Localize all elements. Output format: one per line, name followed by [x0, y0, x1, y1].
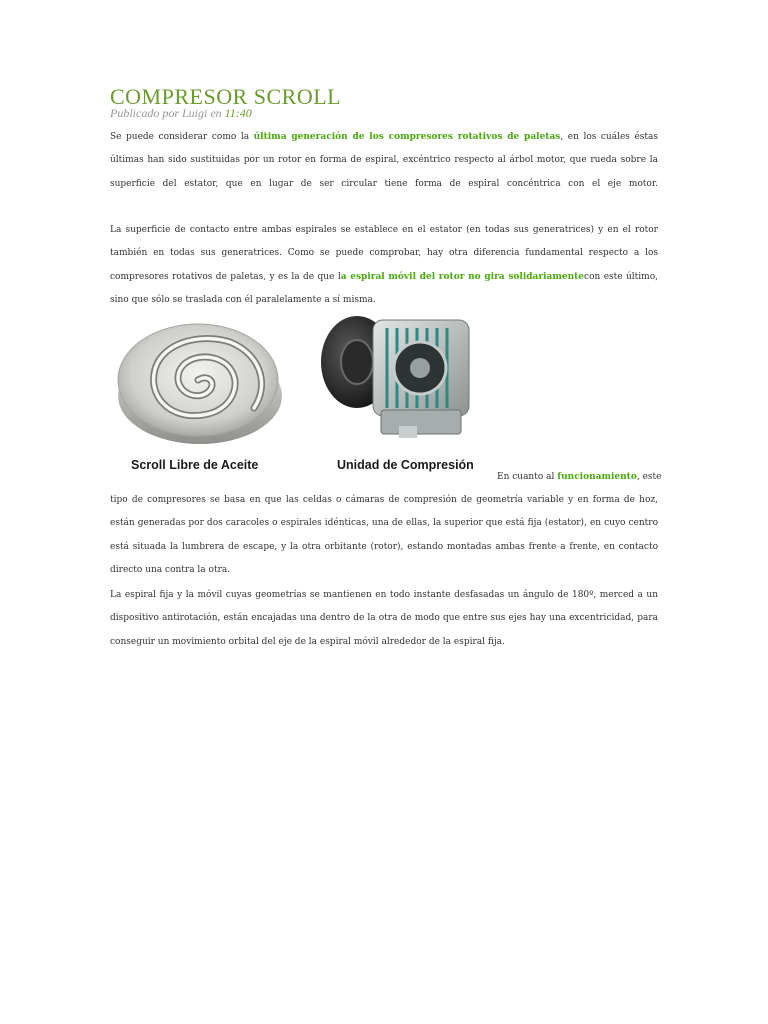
post-title[interactable]: COMPRESOR SCROLL	[110, 84, 342, 109]
unit-caption: Unidad de Compresión	[337, 458, 474, 472]
scroll-spiral-image	[112, 312, 292, 452]
post-byline	[110, 106, 252, 121]
p3-text-before: En cuanto al	[497, 472, 558, 482]
p2-text-before: La superficie de contacto entre ambas espirales se establece en el estator (en todas sus generatrices) y en el rotor también en todas sus generatrices. Como se puede comprobar, hay otra diferencia fundamental respecto a los compresores rotativos de paletas, y es la de que l	[110, 225, 658, 282]
highlight-espiral-movil: a espiral móvil del rotor no gira solidariamente	[340, 271, 585, 282]
paragraph-4: La espiral fija y la móvil cuyas geometrías se mantienen en todo instante desfasadas un ángulo de 180º, merced a un dispositivo antirotación, están encajadas una dentro de la otra de modo que entre sus ejes hay una excentricidad, para conseguir un movimiento orbital del eje de la espiral móvil alrededor de la espiral fija.	[110, 590, 658, 647]
paragraph-2	[110, 219, 658, 313]
p3-text-after: , este	[636, 472, 662, 482]
highlight-ultima-generacion: última generación de los compresores rotativos de paletas	[253, 132, 561, 142]
p2-text-after: con este último, sino que sólo se traslada con él paralelamente a sí misma.	[110, 271, 658, 306]
paragraph-1	[110, 126, 658, 196]
compression-unit-image	[315, 306, 495, 446]
paragraph-3: tipo de compresores se basa en que las celdas o cámaras de compresión de geometría variable y en forma de hoz, están generadas por dos caracoles o espirales idénticas, una de ellas, la superior que está fija (estator), en cuyo centro está situada la lumbrera de escape, y la otra orbitante (rotor), estando montadas ambas frente a frente, en contacto directo una contra la otra.	[110, 495, 658, 576]
byline-prefix: Publicado por Luigi en	[110, 106, 225, 120]
p1-text-before: Se puede considerar como la	[110, 132, 254, 142]
paragraph-3-start	[497, 466, 662, 489]
p1-text-after: , en los cuáles éstas últimas han sido sustituidas por un rotor en forma de espiral, excéntrico respecto al árbol motor, que rueda sobre la superficie del estator, que en lugar de ser circular tiene forma de espiral concéntrica con el eje motor.	[110, 132, 659, 189]
highlight-funcionamiento: funcionamiento	[557, 472, 637, 482]
scroll-caption: Scroll Libre de Aceite	[131, 458, 259, 472]
post-time-link[interactable]: 11:40	[224, 106, 252, 120]
